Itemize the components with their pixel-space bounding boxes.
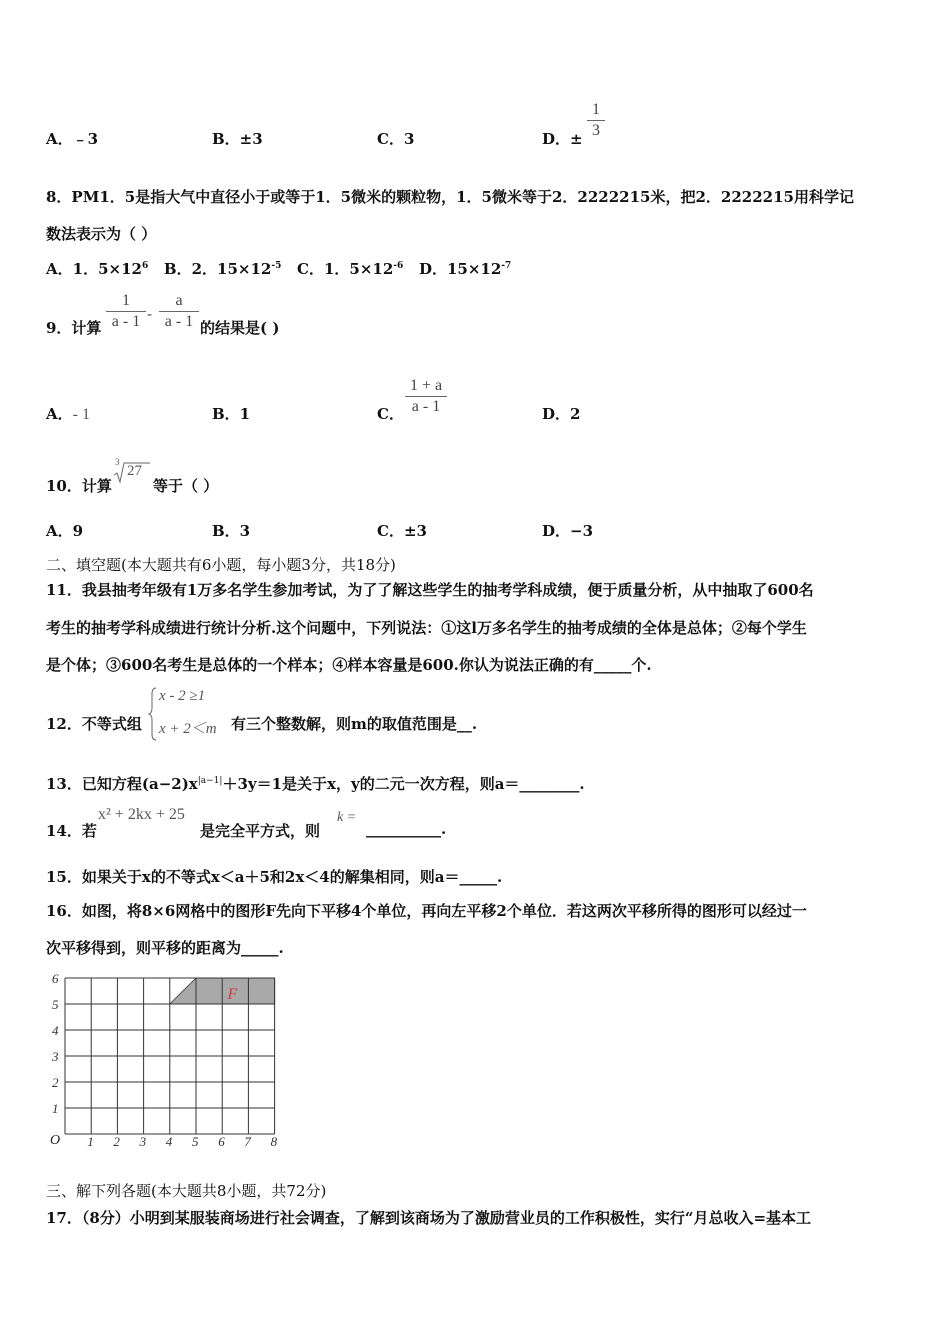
q14-mid: 是完全平方式，则 [200,822,321,840]
q12-suffix: 有三个整数解，则m的取值范围是__. [231,715,478,733]
q8-line1: 8．PM1．5是指大气中直径小于或等于1．5微米的颗粒物，1．5微米等于2．2222215米，把2．2222215用科学记 [46,188,854,206]
q10-option-a: A．9 [46,522,84,540]
q13-text: 13．已知方程$(a-2)x^{|a-1|}+3y=1$是关于x，y的二元一次方程，则a＝________. [46,775,585,793]
q12-inequality-system: x - 2 ≥1 x + 2＜m [148,686,230,742]
q8-option-b: B．2．15×12 [163,260,272,278]
q16-line2: 次平移得到，则平移的距离为_____. [46,939,284,957]
q10-option-b: B．3 [212,522,251,540]
q7-option-b: B．±3 [212,130,263,148]
y-axis-tick-label: 1 [52,1101,59,1116]
q16-line1: 16．如图，将8×6网格中的图形F先向下平移4个单位，再向左平移2个单位．若这两次平移所得的图形可以经过一 [46,902,807,920]
q14-expression: x² + 2kx + 25 [98,806,185,823]
q9-option-b: B．1 [212,405,251,423]
y-axis-tick-label: 5 [52,997,59,1012]
q9-minus: - [147,305,153,323]
x-axis-tick-label: 8 [270,1134,278,1149]
q9-prefix: 9．计算 [46,319,102,337]
q9-option-c: C． [377,405,404,423]
q17-line1: 17．（8分）小明到某服装商场进行社会调查，了解到该商场为了激励营业员的工作积极性，实行“月总收入=基本工 [46,1209,812,1227]
x-axis-tick-label: 3 [139,1134,147,1149]
q11-line3: 是个体；③600名考生是总体的一个样本；④样本容量是600.你认为说法正确的有_____个. [46,656,652,674]
translation-grid-figure [40,963,290,1153]
q9-fraction-1: 1 a - 1 [106,292,146,331]
q8-options: A．1．$5\times 12^6$ B．2．$15\times 12^{-5}$ C．1．$5\times 12^{-6}$ D．$15\times 12^{-7}$ [46,260,512,278]
q7-option-d-fraction: 1 3 [587,101,605,140]
x-axis-tick-label: 5 [192,1134,199,1149]
q11-line1: 11．我县抽考年级有1万多名学生参加考试，为了了解这些学生的抽考学科成绩，便于质量分析，从中抽取了600名 [46,581,814,599]
q9-fraction-2: a a - 1 [159,292,199,331]
q7-option-d: D．± [542,130,583,148]
q12-prefix: 12．不等式组 [46,715,142,733]
x-axis-tick-label: 6 [218,1134,225,1149]
y-axis-tick-label: 2 [52,1075,59,1090]
q10-cube-root: 3 27 [113,460,151,486]
q14-prefix: 14．若 [46,822,97,840]
q10-option-d: D．−3 [542,522,594,540]
q14-k: k = [337,810,357,825]
q9-option-a: A．- 1 [46,405,90,423]
q10-option-c: C．±3 [377,522,427,540]
origin-label: O [50,1133,61,1148]
x-axis-tick-label: 1 [87,1134,94,1149]
y-axis-tick-label: 6 [52,971,59,986]
brace-icon [148,686,158,742]
y-axis-tick-label: 4 [52,1023,59,1038]
q10-suffix: 等于（ ） [153,477,219,495]
shape-f-label: F [227,985,238,1003]
q15-text: 15．如果关于x的不等式x＜a＋5和2x＜4的解集相同，则a＝_____. [46,868,503,886]
q8-option-d: D．15×12 [418,260,502,278]
q9-option-c-fraction: 1 + a a - 1 [405,377,447,416]
q10-prefix: 10．计算 [46,477,112,495]
section-3-heading: 三、解下列各题(本大题共8小题，共72分) [46,1182,327,1200]
y-axis-tick-label: 3 [52,1049,59,1064]
section-2-heading: 二、填空题(本大题共有6小题，每小题3分，共18分) [46,556,396,574]
q11-line2: 考生的抽考学科成绩进行统计分析.这个问题中，下列说法：①这l万多名学生的抽考成绩的全体是总体；②每个学生 [46,619,807,637]
q9-option-d: D．2 [542,405,581,423]
q7-option-a: A．﹣3 [46,130,99,148]
q8-option-c: C．1．5×12 [297,260,394,278]
q7-option-c: C．3 [377,130,415,148]
q9-suffix: 的结果是( ) [200,319,280,337]
q8-option-a: A．1．5×12 [46,260,142,278]
x-axis-tick-label: 4 [165,1134,173,1149]
x-axis-tick-label: 2 [113,1134,120,1149]
q14-blank: __________. [366,820,447,838]
x-axis-tick-label: 7 [244,1134,251,1149]
q8-line2: 数法表示为（ ） [46,225,157,243]
